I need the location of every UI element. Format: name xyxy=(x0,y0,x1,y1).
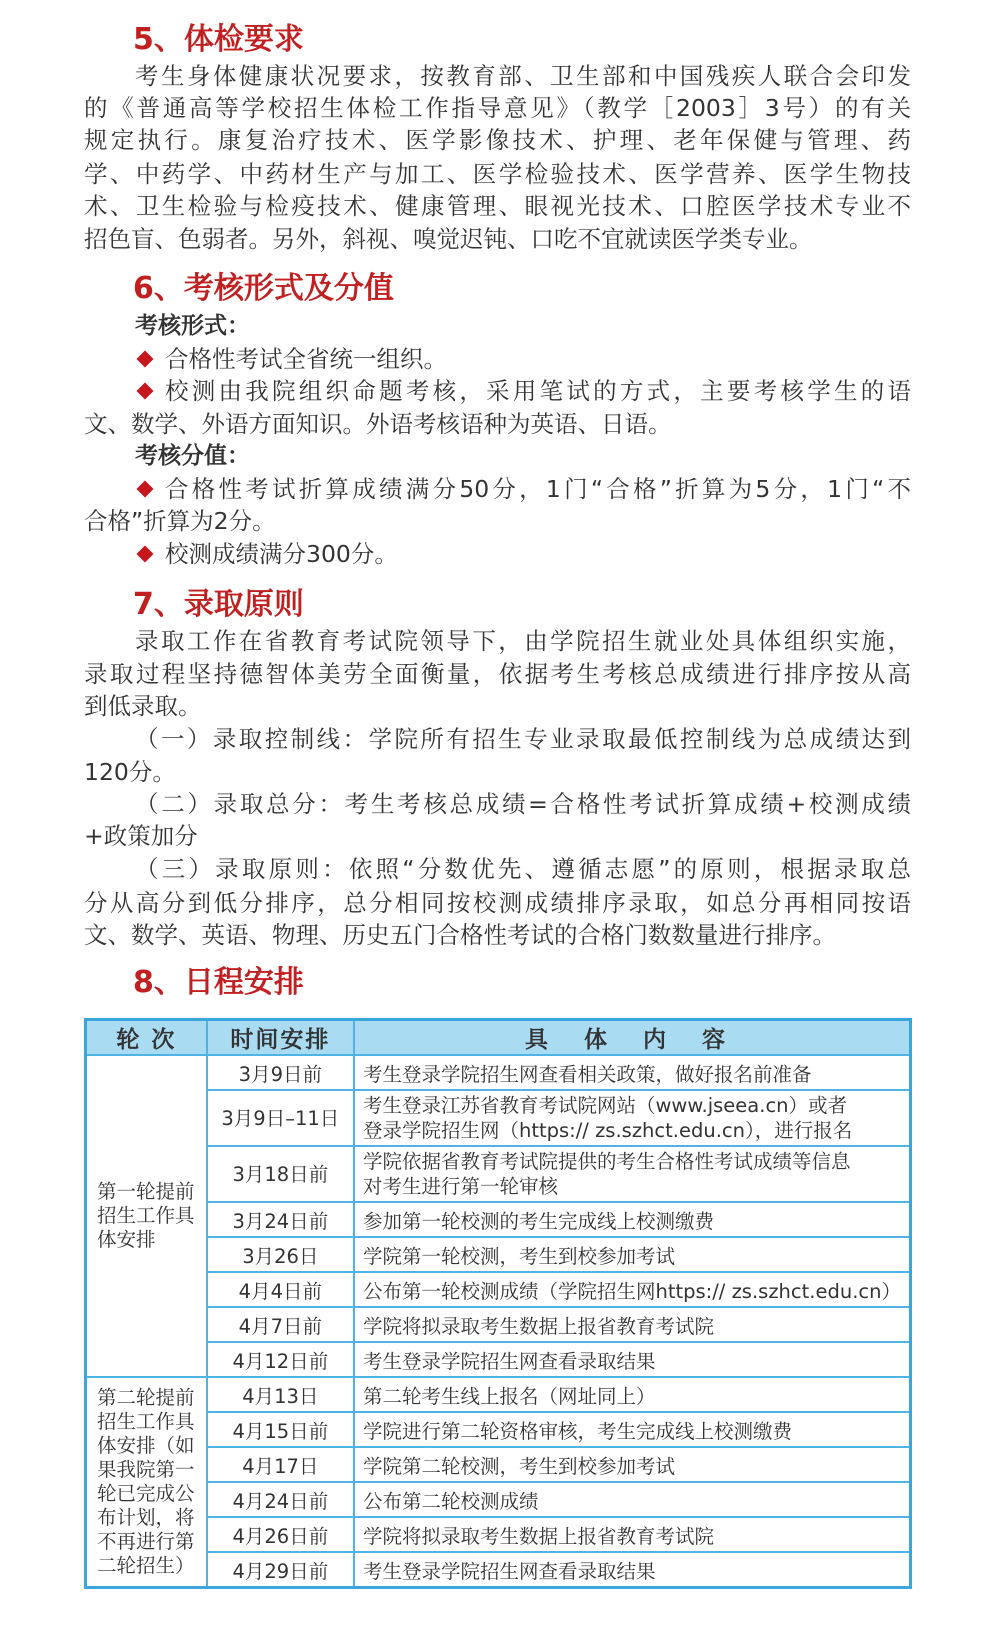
table-row xyxy=(86,1090,911,1146)
text-line: 合格”折算为2分。 xyxy=(84,507,276,535)
text-line: （二）录取总分：考生考核总成绩=合格性考试折算成绩+校测成绩 xyxy=(135,790,911,818)
bullet-item: 合格性考试全省统一组织。 xyxy=(165,345,447,373)
text-line: 文、数学、英语、物理、历史五门合格性考试的合格门数数量进行排序。 xyxy=(84,921,836,949)
content-cell: 学院第一轮校测，考生到校参加考试 xyxy=(354,1237,911,1272)
text-line: 录取过程坚持德智体美劳全面衡量，依据考生考核总成绩进行排序按从高 xyxy=(84,660,911,688)
content-cell xyxy=(354,1090,911,1146)
text-line: （一）录取控制线：学院所有招生专业录取最低控制线为总成绩达到 xyxy=(135,725,911,753)
time-cell: 4月13日 xyxy=(207,1377,354,1412)
table-row xyxy=(86,1272,911,1307)
header-content: 具 体 内 容 xyxy=(354,1020,911,1056)
text-line: 的《普通高等学校招生体检工作指导意见》（教学［2003］3号）的有关 xyxy=(84,94,911,122)
section-8-heading: 8、日程安排 xyxy=(133,965,304,1000)
time-cell: 4月24日前 xyxy=(207,1482,354,1517)
table-row xyxy=(86,1342,911,1377)
table-row xyxy=(86,1237,911,1272)
time-cell: 3月9日–11日 xyxy=(207,1090,354,1146)
text-line: 到低录取。 xyxy=(84,692,202,720)
content-cell: 第二轮考生线上报名（网址同上） xyxy=(354,1377,911,1412)
time-cell: 4月15日前 xyxy=(207,1412,354,1447)
content-cell xyxy=(354,1146,911,1202)
time-cell: 4月4日前 xyxy=(207,1272,354,1307)
content-cell: 学院第二轮校测，考生到校参加考试 xyxy=(354,1447,911,1482)
round-2-cell: 第二轮提前招生工作具体安排（如果我院第一轮已完成公布计划，将不再进行第二轮招生） xyxy=(86,1377,207,1588)
bullet-item: 校测成绩满分300分。 xyxy=(165,540,398,568)
text-line: +政策加分 xyxy=(84,822,198,850)
table-row xyxy=(86,1447,911,1482)
text-line: （三）录取原则：依照“分数优先、遵循志愿”的原则，根据录取总 xyxy=(135,855,911,883)
table-row xyxy=(86,1482,911,1517)
text-line: 120分。 xyxy=(84,758,176,786)
time-cell: 4月26日前 xyxy=(207,1517,354,1552)
round-1-cell: 第一轮提前招生工作具体安排 xyxy=(86,1055,207,1377)
content-cell: 考生登录学院招生网查看录取结果 xyxy=(354,1552,911,1588)
bullet-item: 校测由我院组织命题考核，采用笔试的方式，主要考核学生的语 xyxy=(165,377,911,405)
table-row xyxy=(86,1307,911,1342)
content-cell: 学院将拟录取考生数据上报省教育考试院 xyxy=(354,1307,911,1342)
schedule-table xyxy=(84,1018,912,1589)
time-cell: 4月17日 xyxy=(207,1447,354,1482)
content-cell: 考生登录学院招生网查看相关政策，做好报名前准备 xyxy=(354,1055,911,1090)
content-line: 登录学院招生网（https:// zs.szhct.edu.cn），进行报名 xyxy=(362,1119,853,1142)
table-row xyxy=(86,1412,911,1447)
time-cell: 3月18日前 xyxy=(207,1146,354,1202)
content-cell: 公布第一轮校测成绩（学院招生网https:// zs.szhct.edu.cn） xyxy=(354,1272,911,1307)
content-cell: 参加第一轮校测的考生完成线上校测缴费 xyxy=(354,1202,911,1237)
content-cell: 学院进行第二轮资格审核，考生完成线上校测缴费 xyxy=(354,1412,911,1447)
time-cell: 4月7日前 xyxy=(207,1307,354,1342)
section-7-heading: 7、录取原则 xyxy=(133,587,304,622)
text-line: 文、数学、外语方面知识。外语考核语种为英语、日语。 xyxy=(84,410,672,438)
time-cell: 4月12日前 xyxy=(207,1342,354,1377)
table-row xyxy=(86,1517,911,1552)
time-cell: 3月24日前 xyxy=(207,1202,354,1237)
content-line: 考生登录江苏省教育考试院网站（www.jseea.cn）或者 xyxy=(362,1094,848,1117)
text-line: 录取工作在省教育考试院领导下，由学院招生就业处具体组织实施， xyxy=(135,627,911,655)
table-row xyxy=(86,1377,911,1412)
text-line: 规定执行。康复治疗技术、医学影像技术、护理、老年保健与管理、药 xyxy=(84,126,911,154)
text-line: 考生身体健康状况要求，按教育部、卫生部和中国残疾人联合会印发 xyxy=(135,62,911,90)
content-cell: 学院将拟录取考生数据上报省教育考试院 xyxy=(354,1517,911,1552)
score-label: 考核分值： xyxy=(135,443,250,469)
table-row xyxy=(86,1202,911,1237)
table-row xyxy=(86,1146,911,1202)
time-cell: 4月29日前 xyxy=(207,1552,354,1588)
content-line: 学院依据省教育考试院提供的考生合格性考试成绩等信息 xyxy=(362,1150,851,1173)
table-row xyxy=(86,1055,911,1090)
time-cell: 3月9日前 xyxy=(207,1055,354,1090)
header-time: 时间安排 xyxy=(207,1020,354,1056)
text-line: 术、卫生检验与检疫技术、健康管理、眼视光技术、口腔医学技术专业不 xyxy=(84,192,911,220)
form-label: 考核形式： xyxy=(135,313,250,339)
text-line: 分从高分到低分排序，总分相同按校测成绩排序录取，如总分再相同按语 xyxy=(84,889,911,917)
bullet-item: 合格性考试折算成绩满分50分，1门“合格”折算为5分，1门“不 xyxy=(165,475,911,503)
table-row xyxy=(86,1552,911,1588)
section-5-heading: 5、体检要求 xyxy=(133,22,304,57)
text-line: 学、中药学、中药材生产与加工、医学检验技术、医学营养、医学生物技 xyxy=(84,160,911,188)
text-line: 招色盲、色弱者。另外，斜视、嗅觉迟钝、口吃不宜就读医学类专业。 xyxy=(84,225,813,253)
section-6-heading: 6、考核形式及分值 xyxy=(133,271,394,306)
content-cell: 考生登录学院招生网查看录取结果 xyxy=(354,1342,911,1377)
content-cell: 公布第二轮校测成绩 xyxy=(354,1482,911,1517)
content-line: 对考生进行第一轮审核 xyxy=(362,1175,558,1198)
header-round: 轮 次 xyxy=(86,1020,207,1056)
time-cell: 3月26日 xyxy=(207,1237,354,1272)
table-header-row xyxy=(86,1020,911,1056)
